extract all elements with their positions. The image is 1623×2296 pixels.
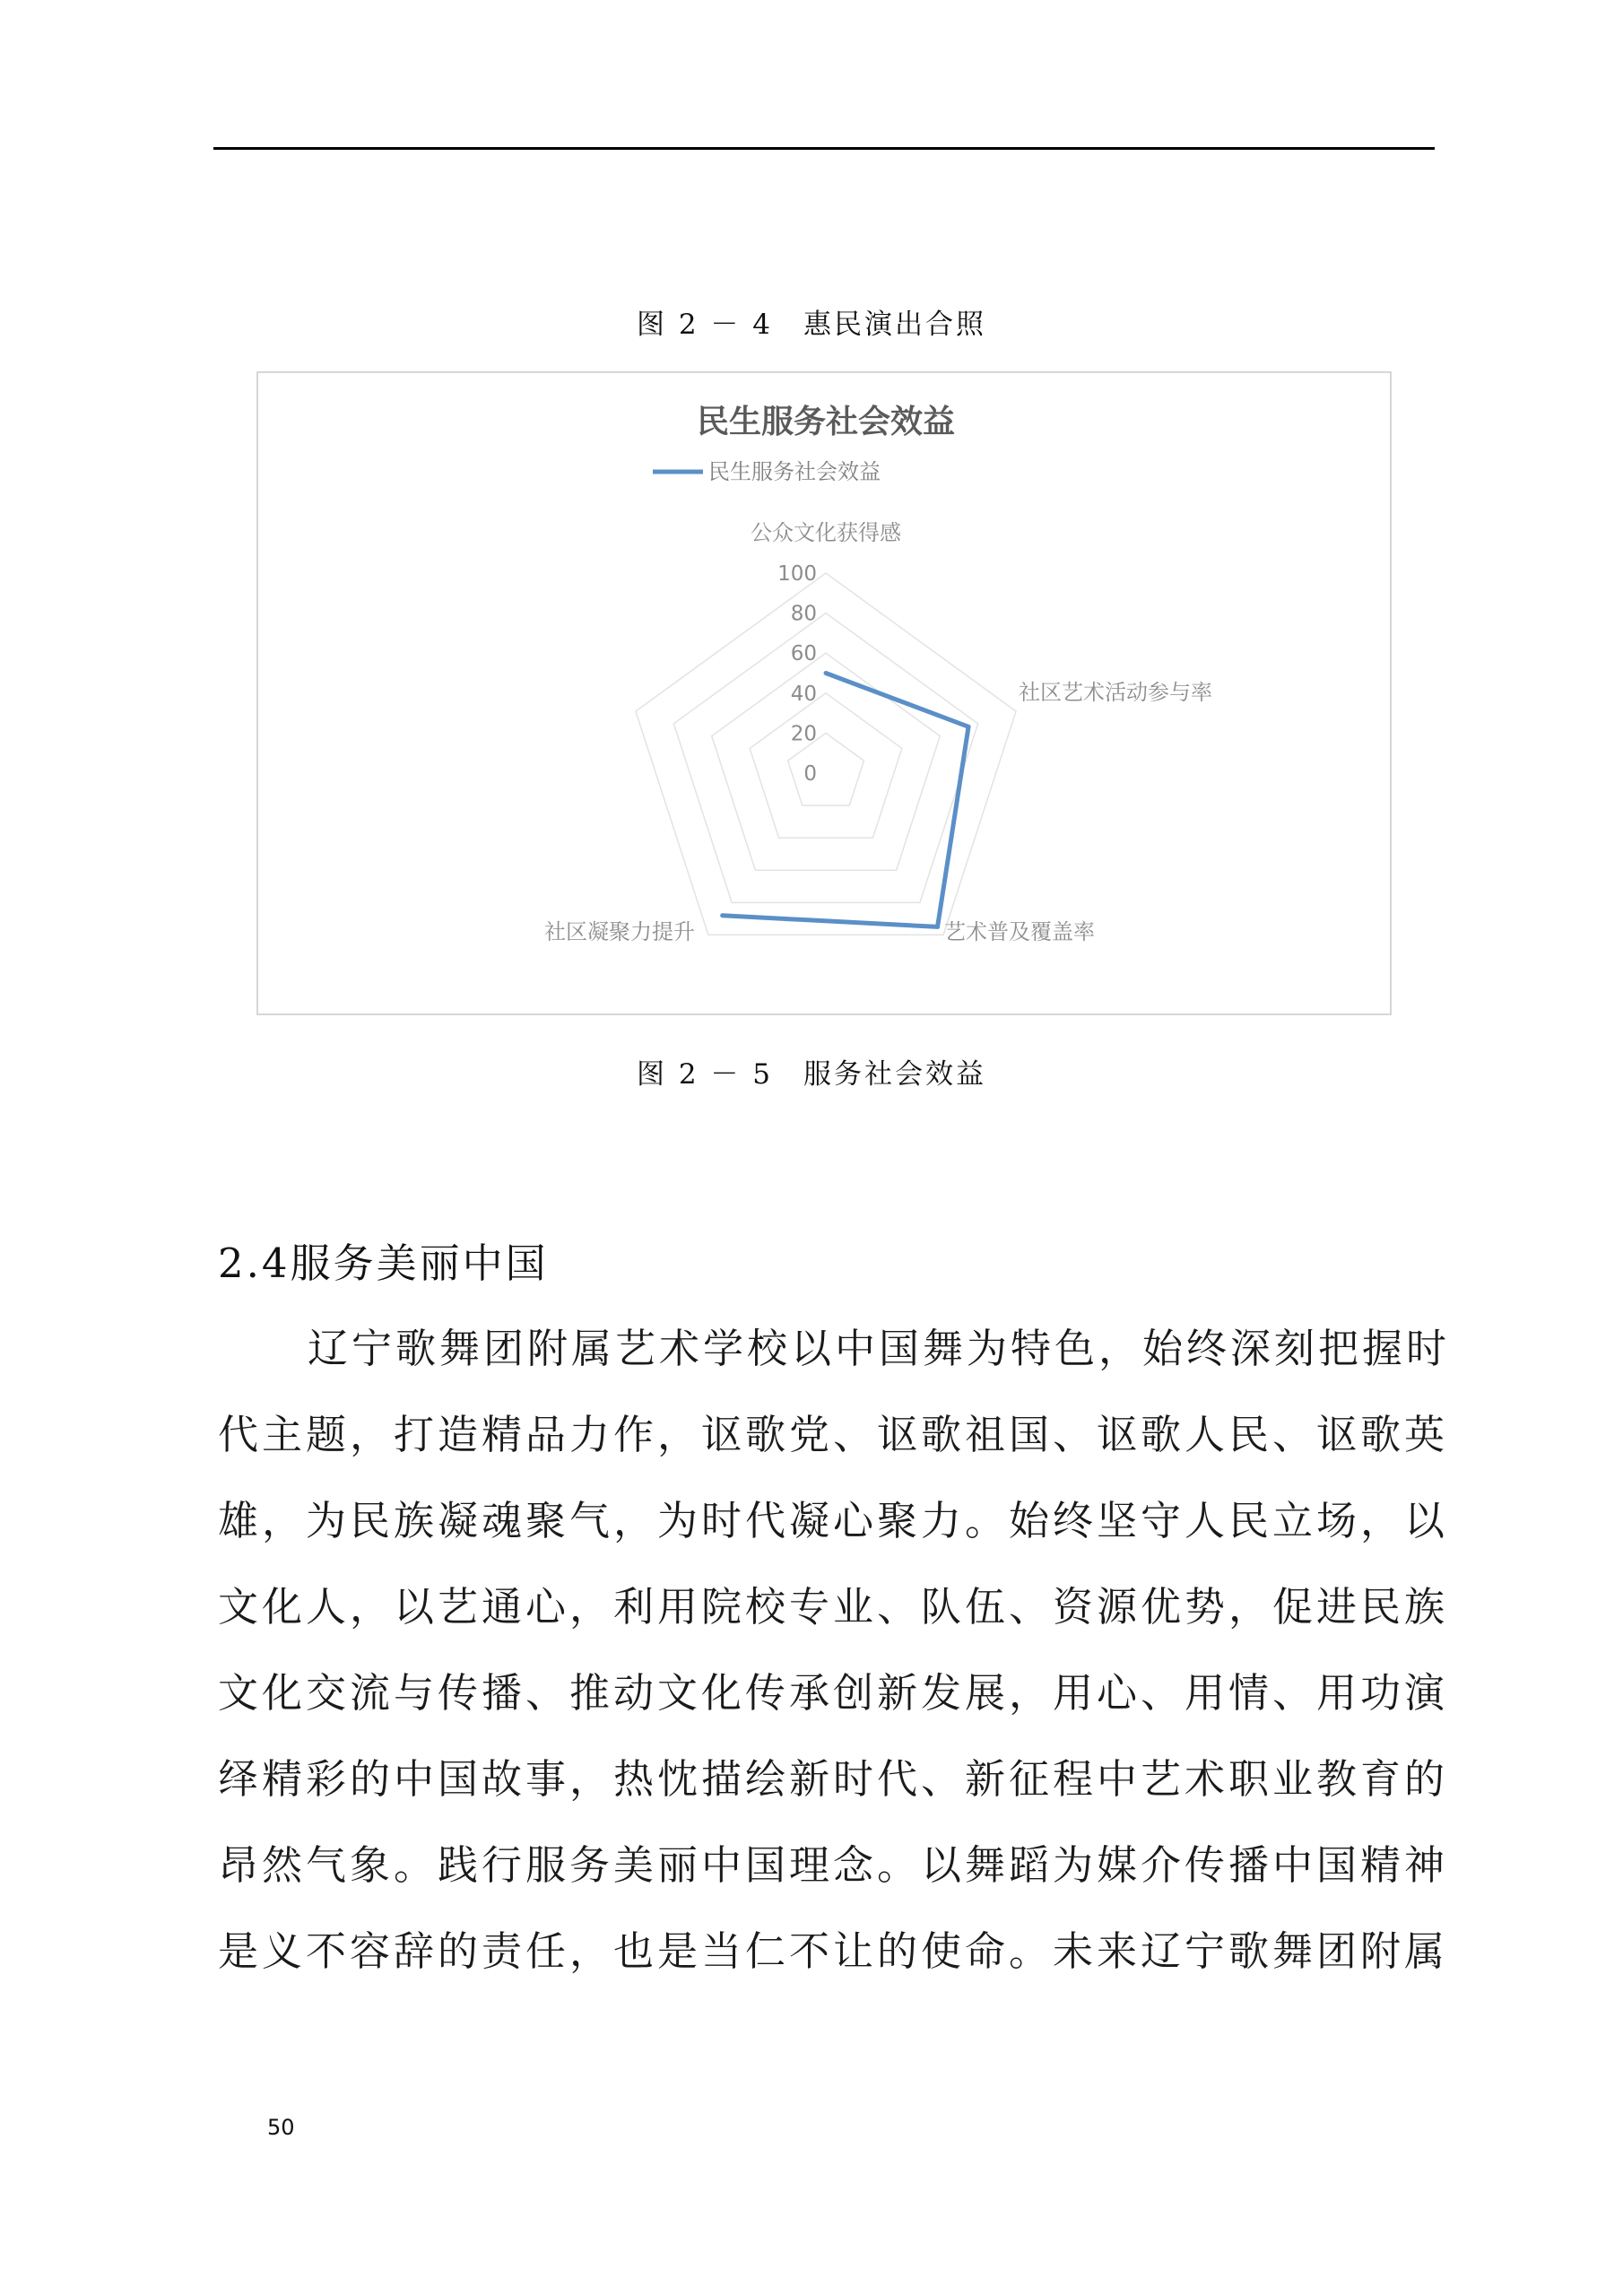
paragraph-line: 文化人，以艺通心，利用院校专业、队伍、资源优势，促进民族 xyxy=(218,1583,1449,1631)
body-paragraph xyxy=(218,1306,1451,1995)
header-rule xyxy=(213,147,1435,150)
radial-tick-label: 60 xyxy=(790,642,817,666)
radial-tick-label: 40 xyxy=(790,682,817,706)
paragraph-line: 辽宁歌舞团附属艺术学校以中国舞为特色，始终深刻把握时 xyxy=(308,1325,1451,1372)
radar-chart xyxy=(256,371,1392,1015)
radial-tick-label: 20 xyxy=(790,722,817,746)
axis-label: 社区艺术活动参与率 xyxy=(1019,680,1212,705)
page-number: 50 xyxy=(267,2115,295,2140)
figure-caption-2-5: 图 2 － 5 服务社会效益 xyxy=(636,1058,986,1091)
paragraph-line: 昂然气象。践行服务美丽中国理念。以舞蹈为媒介传播中国精神 xyxy=(218,1841,1449,1889)
radial-tick-label: 0 xyxy=(803,762,817,786)
series-point xyxy=(935,925,940,929)
series-point xyxy=(824,671,829,675)
radial-tick-label: 100 xyxy=(777,562,817,586)
section-heading: 2.4服务美丽中国 xyxy=(218,1239,549,1287)
paragraph-line: 代主题，打造精品力作，讴歌党、讴歌祖国、讴歌人民、讴歌英 xyxy=(218,1411,1449,1458)
paragraph-line: 雄，为民族凝魂聚气，为时代凝心聚力。始终坚守人民立场，以 xyxy=(218,1497,1449,1544)
series-line xyxy=(723,674,968,927)
axis-label: 艺术普及覆盖率 xyxy=(944,919,1095,944)
series-point xyxy=(720,913,725,918)
paragraph-line: 绎精彩的中国故事，热忱描绘新时代、新征程中艺术职业教育的 xyxy=(218,1755,1449,1803)
grid-ring xyxy=(636,573,1016,935)
axis-label: 公众文化获得感 xyxy=(751,520,901,545)
paragraph-line: 是义不容辞的责任，也是当仁不让的使命。未来辽宁歌舞团附属 xyxy=(218,1927,1449,1975)
radar-chart-svg xyxy=(258,373,1393,1017)
legend-label: 民生服务社会效益 xyxy=(708,459,881,484)
axis-label: 社区凝聚力提升 xyxy=(544,919,695,944)
paragraph-line: 文化交流与传播、推动文化传承创新发展，用心、用情、用功演 xyxy=(218,1669,1449,1717)
figure-caption-2-4: 图 2 － 4 惠民演出合照 xyxy=(636,309,986,341)
chart-title: 民生服务社会效益 xyxy=(696,404,956,440)
series-point xyxy=(967,725,971,729)
radial-tick-label: 80 xyxy=(790,602,817,626)
grid-ring xyxy=(750,693,902,838)
